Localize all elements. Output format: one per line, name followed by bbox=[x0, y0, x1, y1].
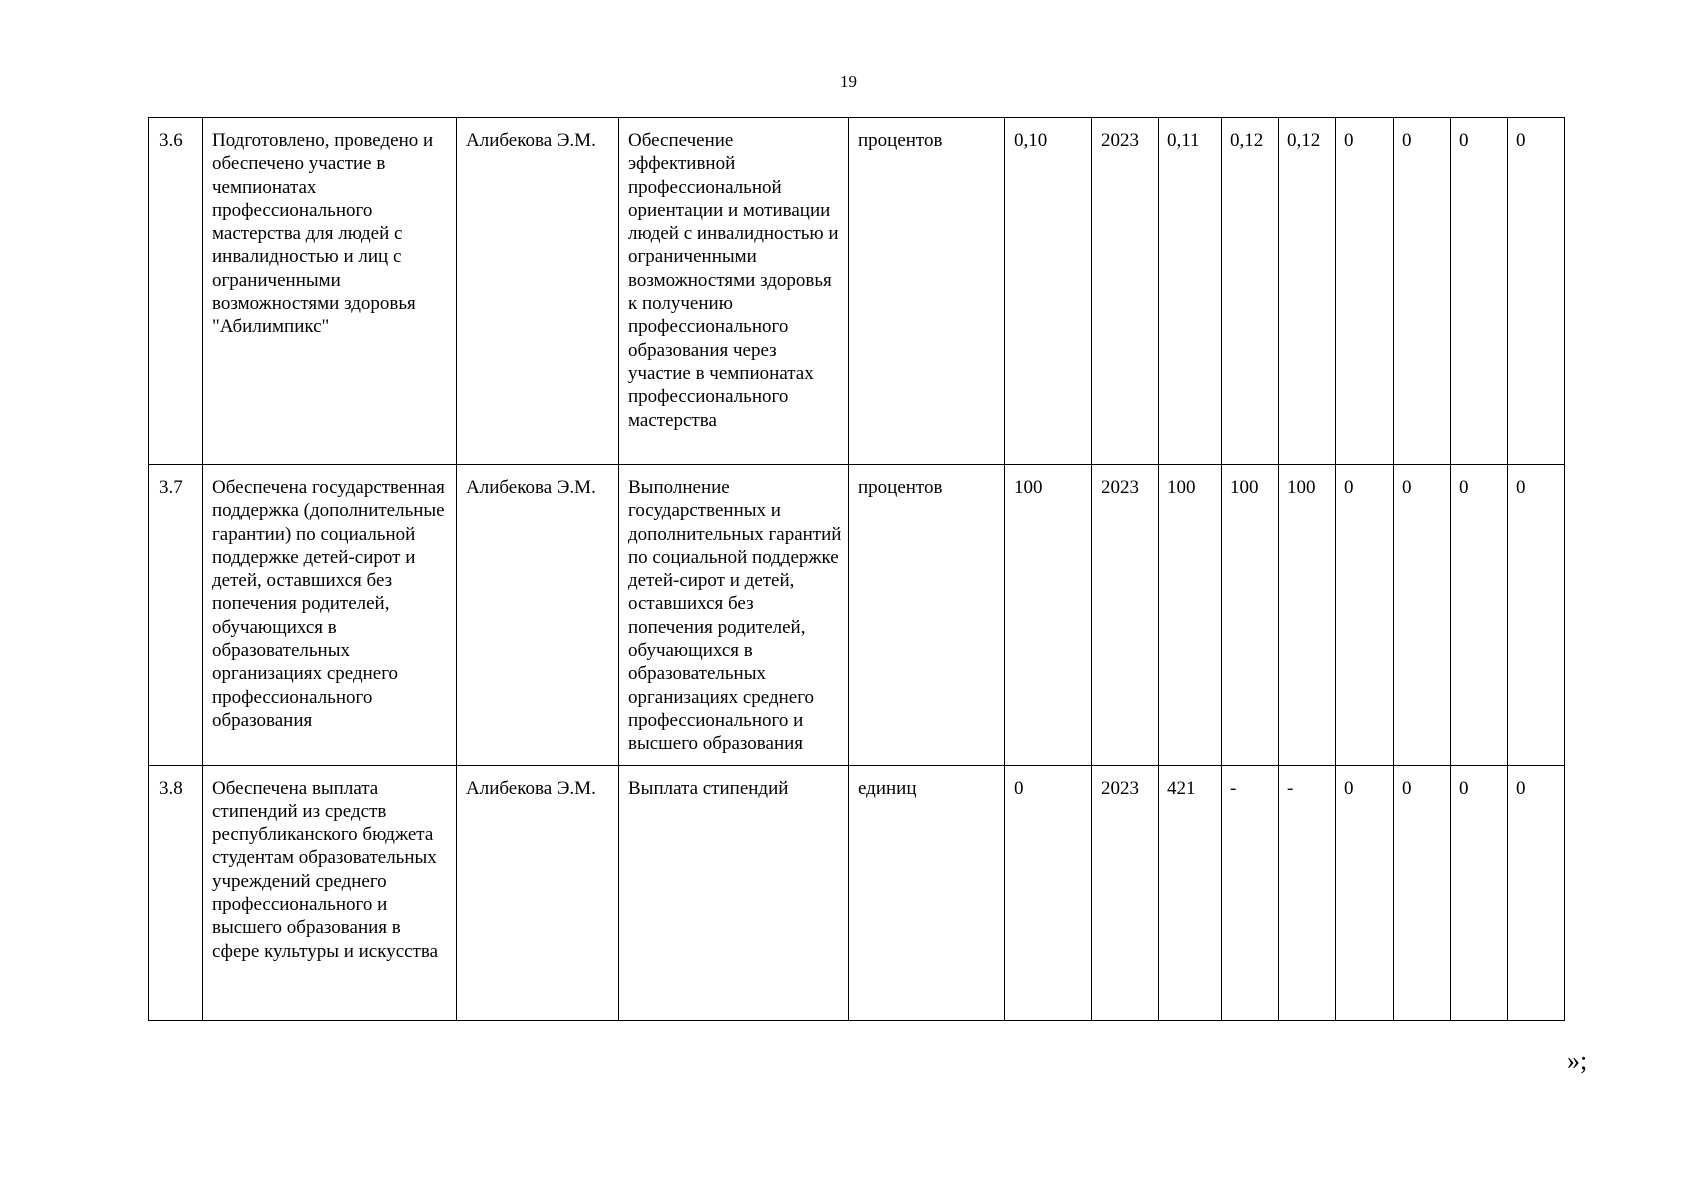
base-year: 2023 bbox=[1092, 765, 1159, 1020]
base-year: 2023 bbox=[1092, 118, 1159, 465]
table-row bbox=[149, 118, 1565, 465]
row-number: 3.6 bbox=[149, 118, 203, 465]
value-cell: 100 bbox=[1222, 465, 1279, 766]
value-cell: 0 bbox=[1336, 465, 1394, 766]
value-cell: 0 bbox=[1451, 465, 1508, 766]
responsible-person: Алибекова Э.М. bbox=[457, 465, 619, 766]
responsible-person: Алибекова Э.М. bbox=[457, 118, 619, 465]
value-cell: 0 bbox=[1336, 118, 1394, 465]
unit-of-measure: процентов bbox=[849, 465, 1005, 766]
value-cell: 0 bbox=[1394, 118, 1451, 465]
result-description: Выплата стипендий bbox=[619, 765, 849, 1020]
unit-of-measure: процентов bbox=[849, 118, 1005, 465]
value-cell: 0,11 bbox=[1159, 118, 1222, 465]
value-cell: - bbox=[1279, 765, 1336, 1020]
row-number: 3.8 bbox=[149, 765, 203, 1020]
responsible-person: Алибекова Э.М. bbox=[457, 765, 619, 1020]
result-description: Обеспечение эффективной профессиональной ориентации и мотивации людей с инвалидностью и ограниченными возможностями здоровья к получению профессионального образования через участие в чемпионатах профессионального мастерства bbox=[619, 118, 849, 465]
result-description: Выполнение государственных и дополнительных гарантий по социальной поддержке детей-сирот и детей, оставшихся без попечения родителей, обучающихся в образовательных организациях среднего профессионального и высшего образования bbox=[619, 465, 849, 766]
result-name: Обеспечена выплата стипендий из средств республиканского бюджета студентам образовательных учреждений среднего профессионального и высшего образования в сфере культуры и искусства bbox=[203, 765, 457, 1020]
base-year: 2023 bbox=[1092, 465, 1159, 766]
base-value: 0,10 bbox=[1005, 118, 1092, 465]
value-cell: 0,12 bbox=[1279, 118, 1336, 465]
result-name: Подготовлено, проведено и обеспечено участие в чемпионатах профессионального мастерства для людей с инвалидностью и лиц с ограниченными возможностями здоровья "Абилимпикс" bbox=[203, 118, 457, 465]
page-number: 19 bbox=[840, 72, 857, 91]
value-cell: 0 bbox=[1394, 765, 1451, 1020]
value-cell: - bbox=[1222, 765, 1279, 1020]
base-value: 0 bbox=[1005, 765, 1092, 1020]
unit-of-measure: единиц bbox=[849, 765, 1005, 1020]
base-value: 100 bbox=[1005, 465, 1092, 766]
table-row bbox=[149, 765, 1565, 1020]
result-name: Обеспечена государственная поддержка (дополнительные гарантии) по социальной поддержке детей-сирот и детей, оставшихся без попечения родителей, обучающихся в образовательных организациях среднего профессионального образования bbox=[203, 465, 457, 766]
value-cell: 0 bbox=[1451, 118, 1508, 465]
value-cell: 0,12 bbox=[1222, 118, 1279, 465]
value-cell: 100 bbox=[1159, 465, 1222, 766]
value-cell: 0 bbox=[1508, 118, 1565, 465]
value-cell: 0 bbox=[1451, 765, 1508, 1020]
table-row bbox=[149, 465, 1565, 766]
value-cell: 0 bbox=[1394, 465, 1451, 766]
value-cell: 421 bbox=[1159, 765, 1222, 1020]
row-number: 3.7 bbox=[149, 465, 203, 766]
indicators-table bbox=[148, 117, 1565, 1021]
closing-quote-mark: »; bbox=[1567, 1046, 1588, 1075]
value-cell: 0 bbox=[1508, 765, 1565, 1020]
value-cell: 100 bbox=[1279, 465, 1336, 766]
value-cell: 0 bbox=[1336, 765, 1394, 1020]
value-cell: 0 bbox=[1508, 465, 1565, 766]
